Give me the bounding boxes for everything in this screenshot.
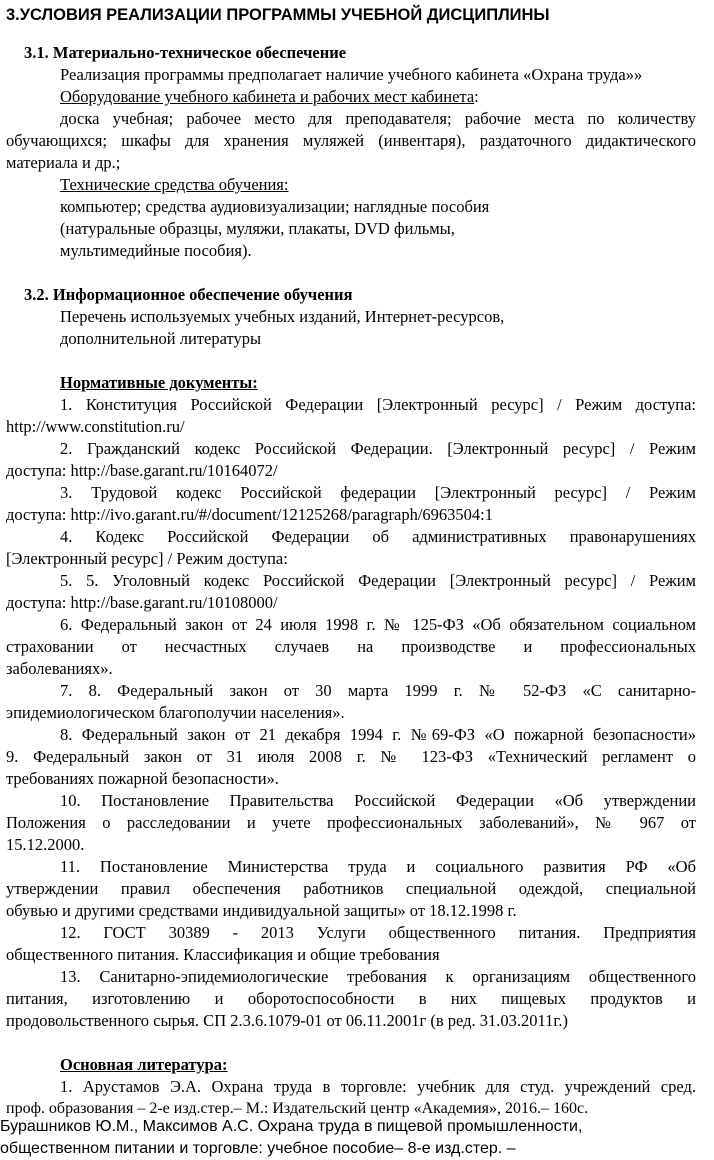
norm-line: 12. ГОСТ 30389 - 2013 Услуги общественного питания. Предприятия bbox=[60, 923, 696, 942]
main-lit-line-3: Бурашников Ю.М., Максимов А.С. Охрана труда в пищевой промышленности, bbox=[0, 1118, 583, 1135]
norm-line: доступа: http://ivo.garant.ru/#/document/12125268/paragraph/6963504:1 bbox=[6, 505, 493, 524]
tech-means-subheading: Технические средства обучения: bbox=[60, 175, 289, 194]
norm-line: 11. Постановление Министерства труда и социального развития РФ «Об bbox=[60, 857, 696, 876]
norm-line: общественного питания. Классификация и общие требования bbox=[6, 945, 440, 964]
s31-line-4: материала и др.; bbox=[6, 153, 121, 172]
norm-line: 6. Федеральный закон от 24 июля 1998 г. № 125-ФЗ «Об обязательном социальном bbox=[60, 615, 696, 634]
norm-line: продовольственного сырья. СП 2.3.6.1079-01 от 06.11.2001г (в ред. 31.03.2011г.) bbox=[6, 1011, 568, 1030]
norm-line: 2. Гражданский кодекс Российской Федерации. [Электронный ресурс] / Режим bbox=[60, 439, 696, 458]
norm-line: утверждении правил обеспечения работников специальной одеждой, специальной bbox=[6, 879, 696, 898]
equipment-line bbox=[60, 86, 696, 108]
norm-line: эпидемиологическом благополучии населения». bbox=[6, 703, 345, 722]
norm-line: 10. Постановление Правительства Российской Федерации «Об утверждении bbox=[60, 791, 696, 810]
norm-line: 13. Санитарно-эпидемиологические требования к организациям общественного bbox=[60, 967, 696, 986]
norm-line: http://www.constitution.ru/ bbox=[6, 417, 185, 436]
s31-line-1: Реализация программы предполагает наличие учебного кабинета «Охрана труда»» bbox=[60, 65, 643, 84]
equipment-colon: : bbox=[474, 87, 479, 106]
norm-line: доступа: http://base.garant.ru/10108000/ bbox=[6, 593, 278, 612]
normative-docs-heading: Нормативные документы: bbox=[60, 373, 258, 392]
section-3-1-heading: 3.1. Материально-техническое обеспечение bbox=[24, 43, 347, 62]
norm-line: 1. Конституция Российской Федерации [Электронный ресурс] / Режим доступа: bbox=[60, 395, 696, 414]
norm-line: Положения о расследовании и учете профессиональных заболеваний», № 967 от bbox=[6, 813, 696, 832]
norm-line: 4. Кодекс Российской Федерации об административных правонарушениях bbox=[60, 527, 696, 546]
norm-line: 9. Федеральный закон от 31 июля 2008 г. № 123-ФЗ «Технический регламент о bbox=[6, 747, 696, 766]
norm-line: 7. 8. Федеральный закон от 30 марта 1999 г. № 52-ФЗ «С санитарно- bbox=[60, 681, 696, 700]
s32-line-2: дополнительной литературы bbox=[60, 329, 262, 348]
main-lit-line-1: 1. Арустамов Э.А. Охрана труда в торговле: учебник для студ. учреждений сред. bbox=[60, 1077, 696, 1096]
norm-line: 5. 5. Уголовный кодекс Российской Федерации [Электронный ресурс] / Режим bbox=[60, 571, 696, 590]
norm-line: [Электронный ресурс] / Режим доступа: bbox=[6, 549, 288, 568]
norm-line: обувью и другими средствами индивидуальной защиты» от 18.12.1998 г. bbox=[6, 901, 517, 920]
s31-line-3: обучающихся; шкафы для хранения муляжей (инвентаря), раздаточного дидактического bbox=[6, 131, 696, 150]
norm-line: доступа: http://base.garant.ru/10164072/ bbox=[6, 461, 278, 480]
norm-line: требованиях пожарной безопасности». bbox=[6, 769, 279, 788]
main-lit-line-2: проф. образования – 2-е изд.стер.– М.: Издательский центр «Академия», 2016.– 160с. bbox=[6, 1100, 589, 1117]
s31-line-2: доска учебная; рабочее место для преподавателя; рабочие места по количеству bbox=[60, 109, 696, 128]
page-title: 3.УСЛОВИЯ РЕАЛИЗАЦИИ ПРОГРАММЫ УЧЕБНОЙ ДИСЦИПЛИНЫ bbox=[6, 6, 550, 24]
norm-line: 15.12.2000. bbox=[6, 835, 85, 854]
main-literature-heading: Основная литература: bbox=[60, 1055, 228, 1074]
norm-line: питания, изготовлению и оборотоспособности в них пищевых продуктов и bbox=[6, 989, 696, 1008]
s31-line-5: компьютер; средства аудиовизуализации; наглядные пособия bbox=[60, 197, 490, 216]
section-3-2-heading: 3.2. Информационное обеспечение обучения bbox=[24, 285, 353, 304]
s32-line-1: Перечень используемых учебных изданий, Интернет-ресурсов, bbox=[60, 307, 505, 326]
norm-line: 8. Федеральный закон от 21 декабря 1994 г. №69-ФЗ «О пожарной безопасности» bbox=[60, 725, 696, 744]
equipment-subheading: Оборудование учебного кабинета и рабочих мест кабинета bbox=[60, 87, 475, 106]
norm-line: 3. Трудовой кодекс Российской федерации [Электронный ресурс] / Режим bbox=[60, 483, 696, 502]
main-lit-line-4: общественном питании и торговле: учебное пособие– 8-е изд.стер. – bbox=[0, 1140, 516, 1157]
s31-line-6: (натуральные образцы, муляжи, плакаты, DVD фильмы, bbox=[60, 219, 455, 238]
norm-line: страховании от несчастных случаев на производстве и профессиональных bbox=[6, 637, 696, 656]
s31-line-7: мультимедийные пособия). bbox=[60, 241, 252, 260]
norm-line: заболеваниях». bbox=[6, 659, 113, 678]
